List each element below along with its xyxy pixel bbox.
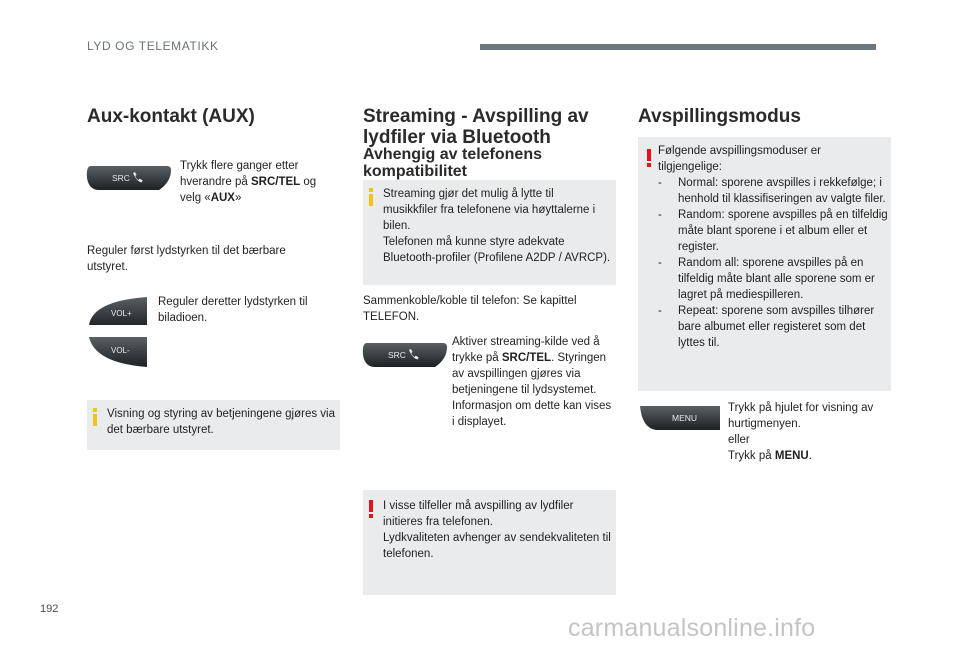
- list-item: - Normal: sporene avspilles i rekkefølge; i henhold til klassifiseringen av valgte filer.: [658, 177, 886, 205]
- svg-text:SRC: SRC: [388, 350, 406, 360]
- menu-button-icon: [636, 404, 722, 432]
- streaming-warning-box: [363, 490, 616, 595]
- chapter-title: LYD OG TELEMATIKK: [87, 39, 219, 53]
- watermark: carmanualsonline.info: [568, 614, 816, 642]
- aux-volume-first: Reguler først lydstyrken til det bærbare utstyret.: [87, 245, 286, 273]
- src-button-icon: [361, 341, 449, 369]
- vol-minus-icon: [85, 333, 151, 369]
- aux-src-instruction: Trykk flere ganger etter hverandre på SRC/TEL og velg «AUX»: [180, 160, 317, 204]
- aux-title: Aux-kontakt (AUX): [87, 106, 255, 127]
- list-item: - Repeat: sporene som avspilles tilhører bare albumet eller registeret som det lyttes til.: [658, 305, 875, 349]
- modes-list: [658, 175, 888, 351]
- streaming-activate-text: Aktiver streaming-kilde ved å trykke på SRC/TEL. Styringen av avspillingen gjøres via betjeningene til lydsystemet. Informasjon om dette kan vises i displayet.: [452, 336, 612, 428]
- streaming-subtitle: Avhengig av telefonens kompatibilitet: [363, 146, 542, 180]
- src-label: SRC: [112, 173, 130, 183]
- modes-warning-box: [638, 137, 891, 391]
- info-icon: [369, 188, 373, 206]
- vol-plus-icon: [85, 295, 151, 329]
- streaming-title: Streaming - Avspilling av lydfiler via Bluetooth: [363, 106, 589, 148]
- modes-menu-text: Trykk på hjulet for visning av hurtigmenyen. eller Trykk på MENU.: [728, 402, 874, 462]
- aux-volume-then: Reguler deretter lydstyrken til biladioen.: [158, 296, 308, 324]
- page-number: 192: [40, 603, 59, 615]
- streaming-info-line1: Streaming gjør det mulig å lytte til musikkfiler fra telefonene via høyttalerne i bilen.: [383, 188, 596, 232]
- modes-intro: Følgende avspillingsmoduser er tilgjengelige:: [658, 145, 821, 173]
- header-bar: [480, 44, 876, 50]
- src-button-icon: [85, 164, 173, 192]
- list-item: - Random all: sporene avspilles på en tilfeldig måte blant alle sporene som er lagret på mediespilleren.: [658, 257, 875, 301]
- svg-text:VOL+: VOL+: [111, 309, 132, 318]
- streaming-warning-line1: I visse tilfeller må avspilling av lydfiler initieres fra telefonen.: [383, 500, 574, 528]
- streaming-info-line2: Telefonen må kunne styre adekvate Bluetooth-profiler (Profilene A2DP / AVRCP).: [383, 236, 611, 264]
- aux-info-box: Visning og styring av betjeningene gjøres via det bærbare utstyret.: [87, 400, 340, 450]
- info-icon: [93, 408, 97, 426]
- svg-text:MENU: MENU: [672, 413, 698, 423]
- svg-text:VOL-: VOL-: [111, 346, 130, 355]
- streaming-pair-text: Sammenkoble/koble til telefon: Se kapittel TELEFON.: [363, 295, 577, 323]
- streaming-warning-line2: Lydkvaliteten avhenger av sendekvaliteten til telefonen.: [383, 532, 611, 560]
- streaming-info-box: [363, 180, 616, 285]
- list-item: - Random: sporene avspilles på en tilfeldig måte blant sporene i et album eller et register.: [658, 209, 888, 253]
- warning-icon: [647, 149, 651, 167]
- modes-title: Avspillingsmodus: [638, 106, 801, 127]
- warning-icon: [369, 500, 373, 518]
